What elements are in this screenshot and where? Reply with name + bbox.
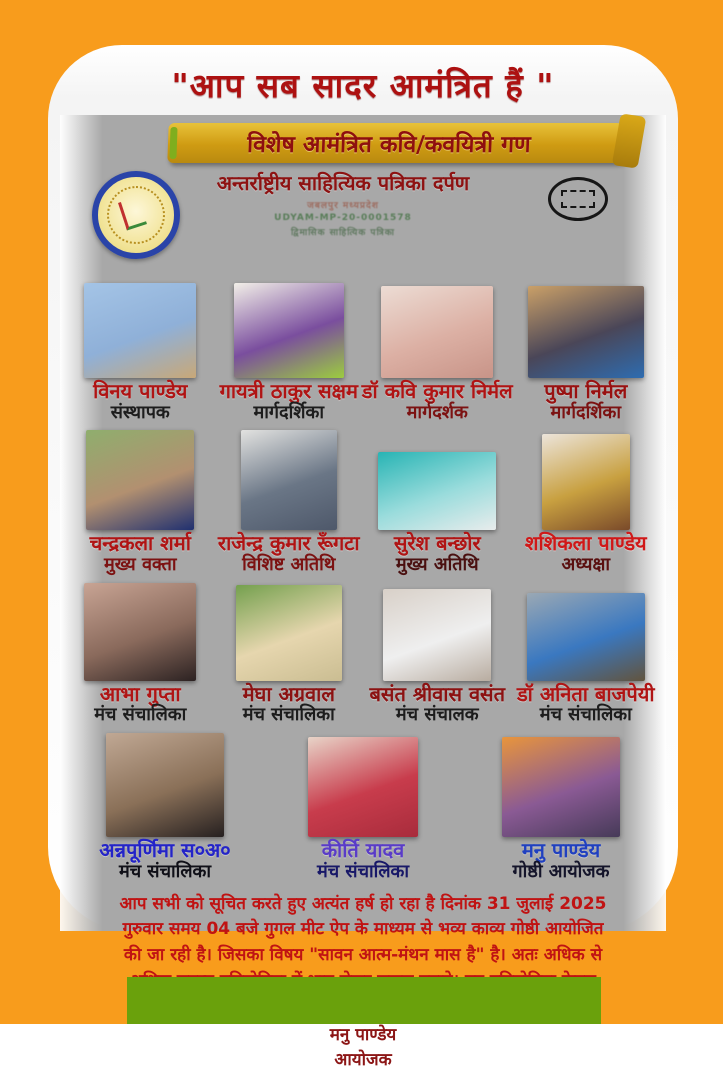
person-cell: [215, 283, 364, 422]
notice-line: की जा रही है। जिसका विषय "सावन आत्म-मंथन मास है" है। अतः अधिक से: [123, 945, 603, 966]
person-photo: [234, 283, 344, 378]
person-role: अध्यक्षा: [561, 553, 611, 575]
person-photo: [84, 583, 196, 681]
poster-title: "आप सब सादर आमंत्रित हैं ": [171, 66, 555, 105]
stamp-seal-icon: [548, 177, 608, 221]
person-photo: [527, 593, 645, 681]
person-cell: [215, 430, 364, 574]
person-cell: [512, 286, 661, 422]
person-cell: [512, 434, 661, 574]
person-name: पुष्पा निर्मल: [544, 379, 628, 403]
notice-line: आप सभी को सूचित करते हुए अत्यंत हर्ष हो रहा है दिनांक 31 जुलाई 2025: [119, 893, 607, 914]
person-name: मनु पाण्डेय: [521, 838, 601, 863]
invitation-card: [48, 45, 678, 1071]
person-photo: [308, 737, 418, 837]
person-role: मुख्य वक्ता: [103, 553, 177, 575]
people-row-1: [66, 283, 660, 422]
person-cell: [512, 593, 661, 725]
person-cell: [66, 283, 215, 422]
people-grid: [60, 283, 666, 882]
person-cell: [66, 583, 215, 725]
person-photo: [84, 283, 196, 378]
person-cell: [264, 737, 462, 881]
person-name: कीर्ति यादव: [321, 838, 405, 863]
person-cell: [363, 286, 512, 422]
person-name: मेघा अग्रवाल: [242, 681, 335, 706]
person-photo: [241, 430, 337, 530]
person-cell: [66, 430, 215, 574]
person-cell: [363, 452, 512, 574]
organization-subline-3: द्विमासिक साहित्यिक पत्रिका: [290, 228, 396, 238]
person-role: मंच संचालिका: [539, 704, 632, 726]
people-row-3: [66, 583, 660, 725]
people-row-2: [66, 430, 660, 574]
person-name: बसंत श्रीवास वसंत: [369, 681, 505, 706]
person-name: विनय पाण्डेय: [93, 379, 188, 403]
person-name: अन्नपूर्णिमा स०अ०: [99, 838, 231, 863]
person-name: आभा गुप्ता: [99, 681, 181, 706]
person-name: गायत्री ठाकुर सक्षम: [219, 379, 358, 403]
person-role: गोष्ठी आयोजक: [512, 860, 610, 882]
person-photo: [528, 286, 644, 378]
banner-label: विशेष आमंत्रित कवि/कवयित्री गण: [246, 132, 532, 158]
person-role: विशिष्ट अतिथि: [242, 553, 336, 575]
person-role: मुख्य अतिथि: [395, 553, 479, 575]
banner-ribbon: [167, 123, 636, 163]
organization-header: [60, 163, 666, 275]
person-photo: [542, 434, 630, 530]
person-photo: [502, 737, 620, 837]
person-cell: [215, 585, 364, 725]
person-cell: [363, 589, 512, 725]
person-cell: [66, 733, 264, 881]
person-name: डॉ कवि कुमार निर्मल: [361, 379, 513, 403]
people-row-4: [66, 733, 660, 881]
person-name: डॉ अनिता बाजपेयी: [516, 681, 655, 706]
person-role: मंच संचालिका: [242, 704, 335, 726]
person-role: मंच संचालक: [395, 704, 479, 726]
person-role: मार्गदर्शिका: [550, 401, 621, 423]
person-role: मार्गदर्शिका: [253, 401, 324, 423]
organization-subline-2: UDYAM-MP-20-0001578: [274, 213, 412, 223]
person-role: संस्थापक: [110, 401, 170, 423]
person-role: मंच संचालिका: [94, 704, 187, 726]
person-cell: [462, 737, 660, 881]
organization-name: अन्तर्राष्ट्रीय साहित्यिक पत्रिका दर्पण: [216, 171, 470, 195]
person-role: मार्गदर्शक: [406, 401, 468, 423]
person-name: शशिकला पाण्डेय: [524, 531, 647, 556]
person-photo: [381, 286, 493, 378]
organization-subline-1: जबलपुर मध्यप्रदेश: [307, 201, 379, 211]
person-photo: [383, 589, 491, 681]
person-role: मंच संचालिका: [316, 860, 410, 882]
person-name: चन्द्रकला शर्मा: [89, 531, 191, 556]
collage-panel: [60, 115, 666, 1071]
green-footer-strip: [127, 977, 601, 1024]
person-photo: [236, 585, 342, 681]
person-name: सुरेश बन्छोर: [393, 531, 481, 556]
signature-role: आयोजक: [334, 1050, 392, 1071]
person-role: मंच संचालिका: [118, 860, 212, 882]
person-photo: [106, 733, 224, 837]
person-name: राजेन्द्र कुमार रूँगटा: [217, 531, 360, 556]
person-photo: [378, 452, 496, 530]
signature-name: मनु पाण्डेय: [329, 1024, 397, 1045]
person-photo: [86, 430, 194, 530]
notice-line: गुरुवार समय 04 बजे गुगल मीट ऐप के माध्यम से भव्य काव्य गोष्ठी आयोजित: [122, 919, 604, 940]
